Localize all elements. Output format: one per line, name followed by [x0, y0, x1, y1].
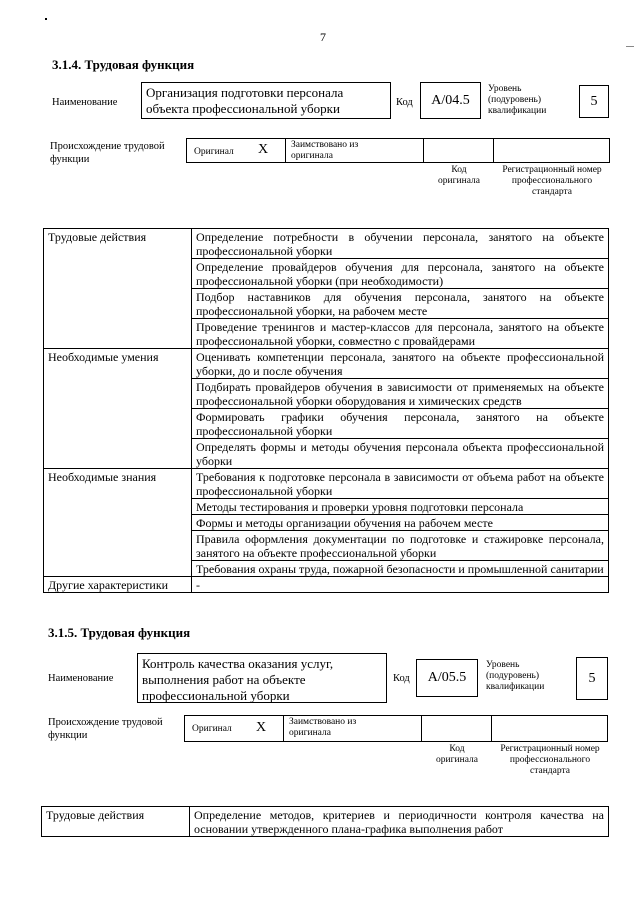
scan-mark	[45, 18, 47, 20]
section-heading-3-1-5: 3.1.5. Трудовая функция	[48, 625, 191, 640]
function-code-box	[420, 82, 481, 119]
divider	[285, 139, 286, 162]
function-code-box	[416, 659, 478, 697]
divider	[493, 139, 494, 162]
original-mark: X	[258, 142, 269, 157]
borrowed-label: Заимствовано из оригинала	[289, 717, 357, 738]
original-mark: X	[256, 720, 267, 735]
code-label: Код	[393, 673, 410, 684]
content-cell: Формировать графики обучения персонала, занятого на объекте профессиональной уборки	[192, 409, 609, 439]
code-original-label: Код оригинала	[436, 744, 478, 765]
code-label: Код	[396, 97, 413, 108]
scan-mark-dash	[626, 46, 634, 47]
category-cell: Необходимые знания	[44, 469, 192, 577]
content-cell: Подбирать провайдеров обучения в зависимости от применяемых на объекте профессиональной уборки оборудования и химических средств	[192, 379, 609, 409]
function-details-table	[43, 228, 609, 593]
content-cell: -	[192, 577, 609, 593]
code-original-label: Код оригинала	[438, 165, 480, 186]
category-cell: Трудовые действия	[42, 807, 190, 837]
content-cell: Определение методов, критериев и периодичности контроля качества на основании утвержденного плана-графика выполнения работ	[190, 807, 609, 837]
content-cell: Требования к подготовке персонала в зависимости от объема работ на объекте профессиональной уборки	[192, 469, 609, 499]
divider	[491, 716, 492, 741]
table-row	[44, 577, 609, 593]
function-details-table	[41, 806, 609, 837]
section-heading-3-1-4: 3.1.4. Трудовая функция	[52, 57, 195, 72]
function-name: Организация подготовки персонала объекта профессиональной уборки	[146, 85, 344, 116]
divider	[423, 139, 424, 162]
reg-number-label: Регистрационный номер профессионального стандарта	[500, 744, 600, 776]
original-label: Оригинал	[194, 147, 234, 157]
content-cell: Формы и методы организации обучения на рабочем месте	[192, 515, 609, 531]
table-row	[42, 807, 609, 837]
function-name: Контроль качества оказания услуг, выполнения работ на объекте профессиональной уборки	[142, 656, 334, 703]
table-row	[44, 469, 609, 499]
original-label: Оригинал	[192, 724, 232, 734]
content-cell: Оценивать компетенции персонала, занятого на объекте профессиональной уборки, до и после обучения	[192, 349, 609, 379]
origin-row	[184, 715, 608, 742]
page-number: 7	[320, 30, 326, 44]
origin-label: Происхождение трудовой функции	[48, 717, 163, 741]
table-row	[44, 229, 609, 259]
category-cell: Трудовые действия	[44, 229, 192, 349]
qualification-level: 5	[590, 93, 598, 109]
borrowed-label: Заимствовано из оригинала	[291, 140, 359, 161]
qualification-level: 5	[588, 670, 596, 686]
origin-row	[186, 138, 610, 163]
level-label: Уровень (подуровень) квалификации	[486, 660, 545, 692]
divider	[421, 716, 422, 741]
origin-label: Происхождение трудовой функции	[50, 141, 165, 165]
content-cell: Определение провайдеров обучения для персонала, занятого на объекте профессиональной уборки (при необходимости)	[192, 259, 609, 289]
function-name-box	[141, 82, 391, 119]
content-cell: Проведение тренингов и мастер-классов для персонала, занятого на объекте профессиональной уборки, совместно с провайдерами	[192, 319, 609, 349]
qualification-level-box	[576, 657, 608, 700]
function-code: A/05.5	[427, 670, 467, 685]
content-cell: Подбор наставников для обучения персонала, занятого на объекте профессиональной уборки, на рабочем месте	[192, 289, 609, 319]
content-cell: Методы тестирования и проверки уровня подготовки персонала	[192, 499, 609, 515]
category-cell: Другие характеристики	[44, 577, 192, 593]
category-cell: Необходимые умения	[44, 349, 192, 469]
reg-number-label: Регистрационный номер профессионального стандарта	[502, 165, 602, 197]
divider	[283, 716, 284, 741]
content-cell: Определение потребности в обучении персонала, занятого на объекте профессиональной уборки	[192, 229, 609, 259]
content-cell: Определять формы и методы обучения персонала объекта профессиональной уборки	[192, 439, 609, 469]
name-label: Наименование	[48, 673, 114, 684]
table-row	[44, 349, 609, 379]
level-label: Уровень (подуровень) квалификации	[488, 84, 547, 116]
content-cell: Требования охраны труда, пожарной безопасности и промышленной санитарии	[192, 561, 609, 577]
content-cell: Правила оформления документации по подготовке и стажировке персонала, занятого на объекте профессиональной уборки	[192, 531, 609, 561]
function-name-box	[137, 653, 387, 703]
name-label: Наименование	[52, 97, 118, 108]
function-code: A/04.5	[431, 92, 470, 108]
qualification-level-box	[579, 85, 609, 118]
